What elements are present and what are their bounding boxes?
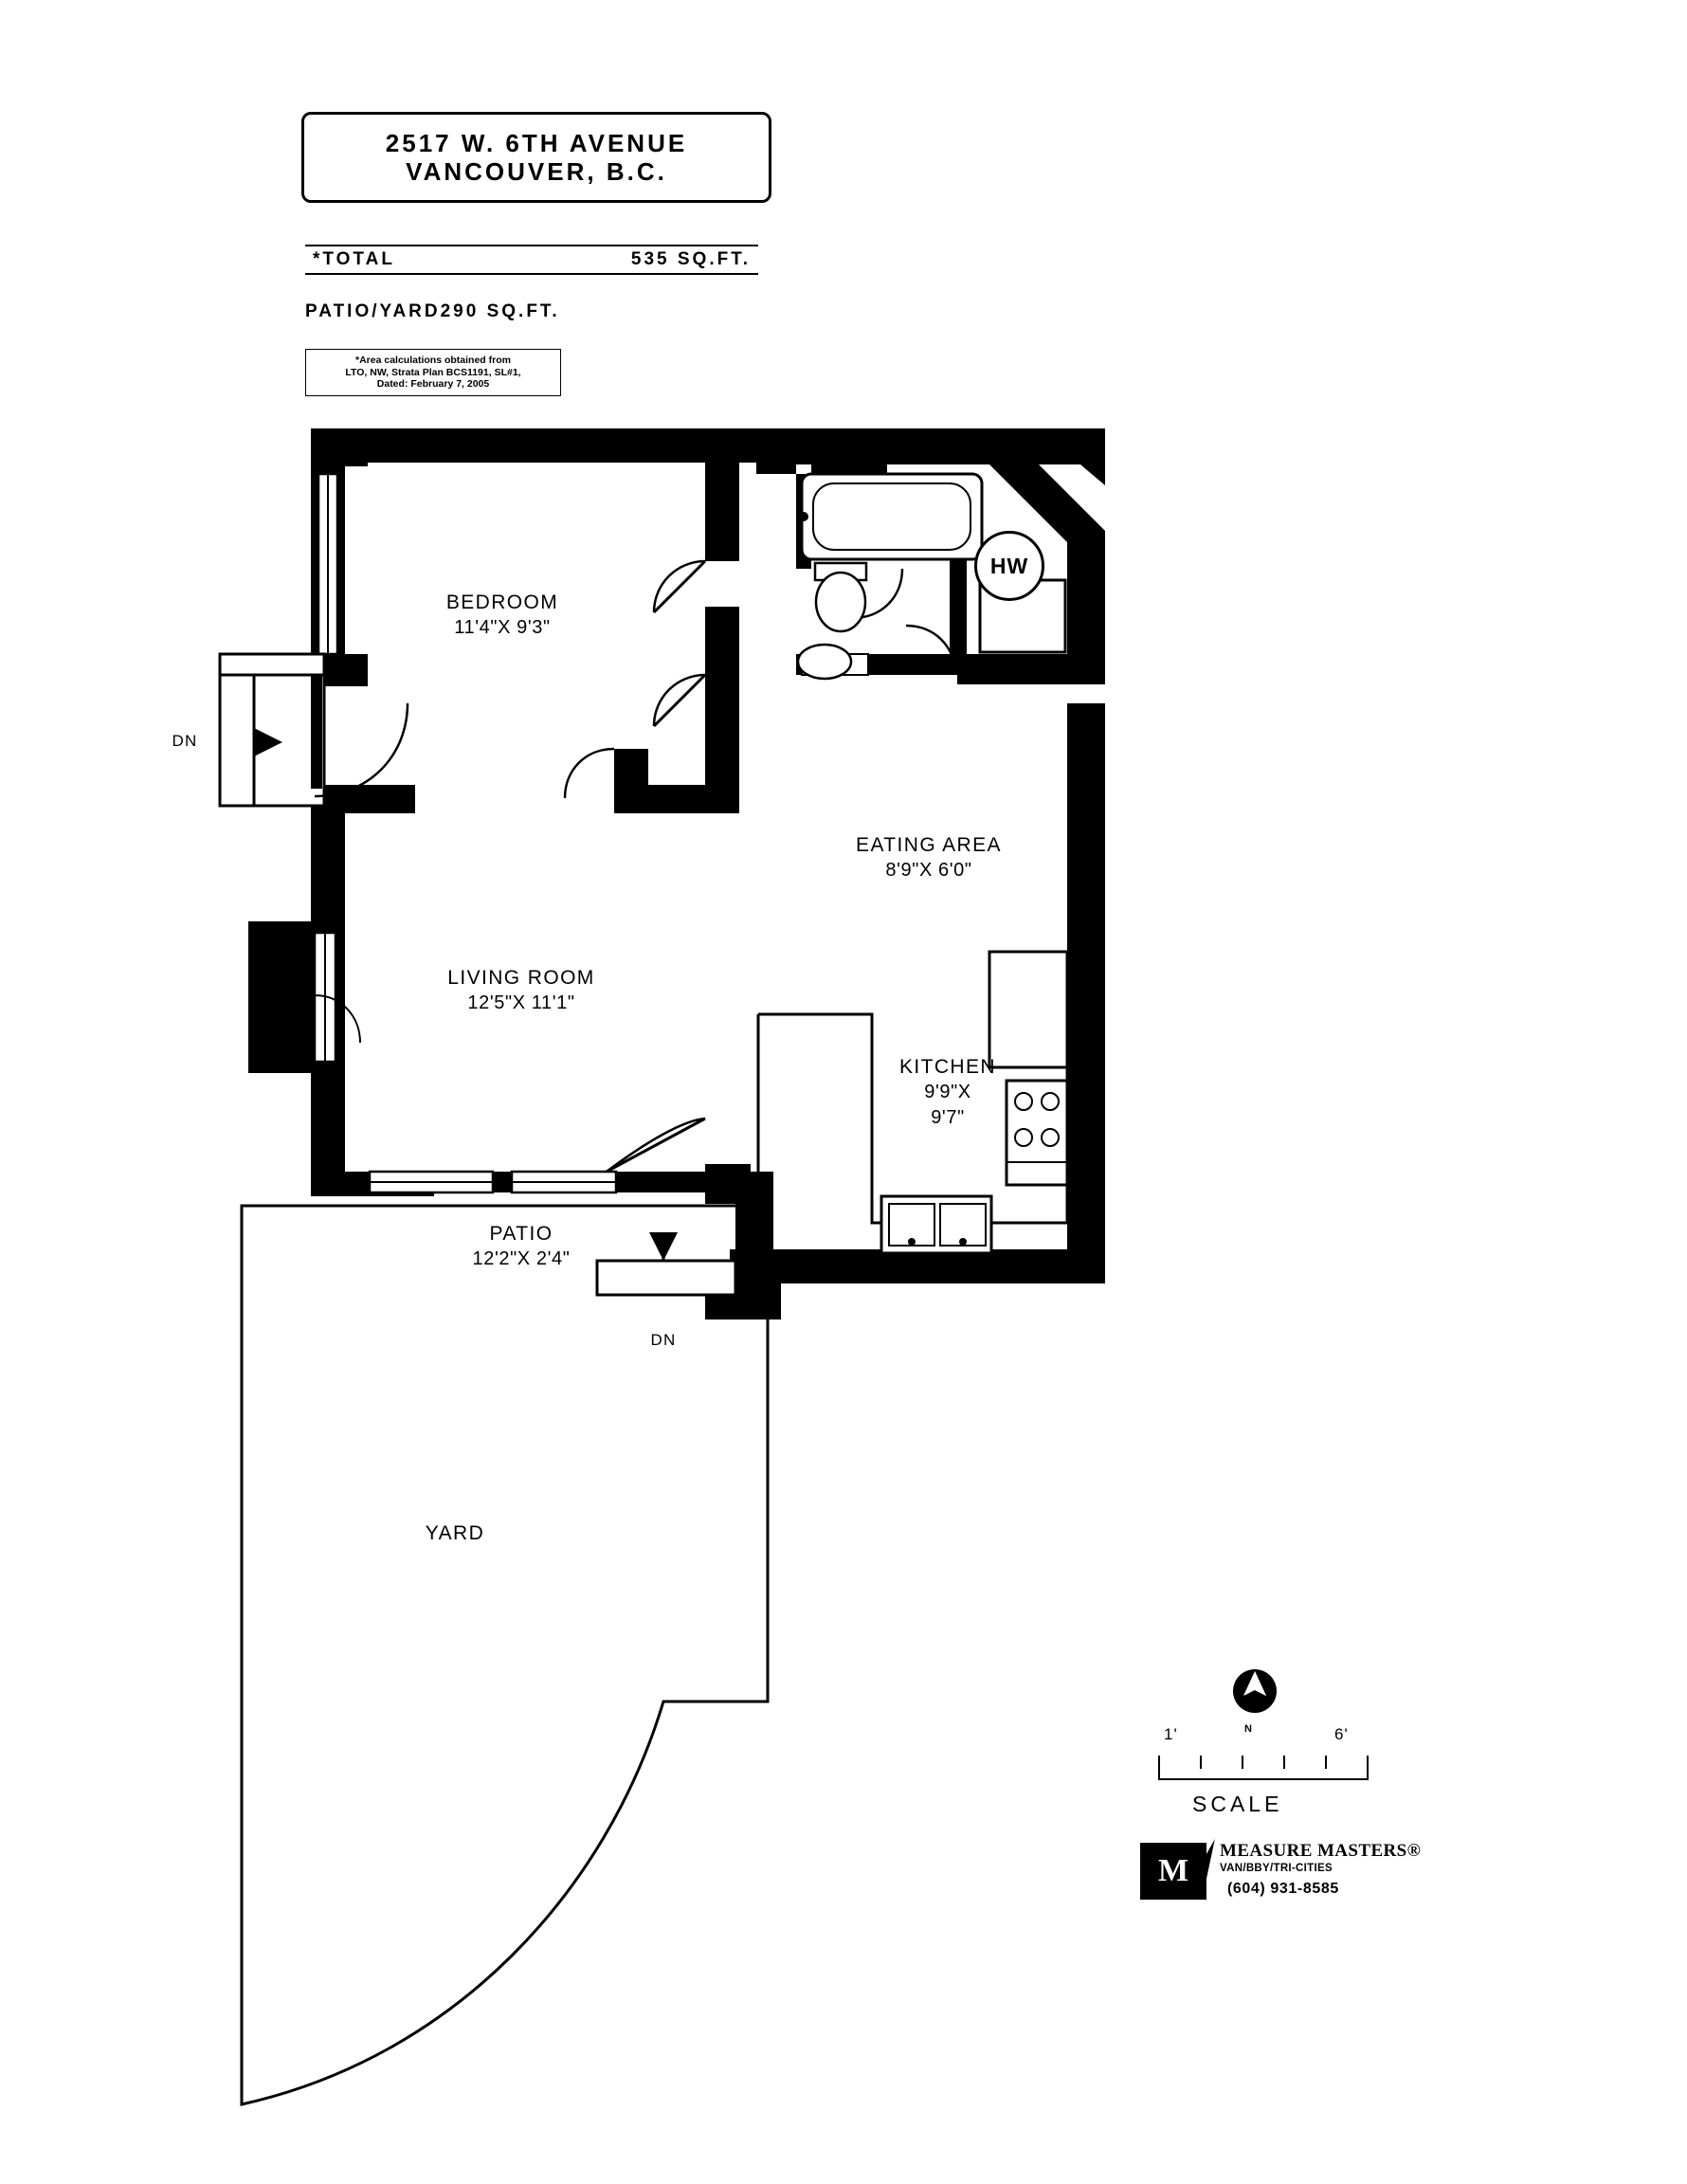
yard-name: YARD <box>425 1522 485 1544</box>
eating-name: EATING AREA <box>856 834 1002 856</box>
hot-water-tank-marker <box>974 531 1044 601</box>
total-area-value: 535 SQ.FT. <box>630 249 751 269</box>
living-dims: 12'5"X 11'1" <box>467 992 575 1013</box>
patio-name: PATIO <box>489 1223 553 1245</box>
address-line-1: 2517 W. 6TH AVENUE <box>385 129 688 157</box>
room-label-bedroom <box>360 590 644 641</box>
kitchen-dims-1: 9'9"X <box>924 1082 971 1102</box>
scale-caption: SCALE <box>1192 1792 1283 1816</box>
stair-marker-bottom <box>621 1327 706 1353</box>
patio-dims: 12'2"X 2'4" <box>472 1248 571 1269</box>
room-label-patio <box>379 1221 663 1272</box>
hw-label: HW <box>989 553 1029 578</box>
scale-tick-3 <box>1283 1756 1285 1769</box>
dn-left-label: DN <box>172 732 198 750</box>
scale-max-label: 6' <box>1334 1725 1349 1743</box>
room-label-eating-area <box>777 832 1080 883</box>
kitchen-name: KITCHEN <box>899 1056 996 1078</box>
bedroom-dims: 11'4"X 9'3" <box>454 617 551 638</box>
living-name: LIVING ROOM <box>447 967 595 989</box>
note-line-1: *Area calculations obtained from <box>355 355 511 367</box>
eating-dims: 8'9"X 6'0" <box>885 860 972 881</box>
logo-regions: VAN/BBY/TRI-CITIES <box>1220 1863 1333 1874</box>
address-line-2: VANCOUVER, B.C. <box>406 157 667 186</box>
bedroom-name: BEDROOM <box>445 592 559 613</box>
room-label-yard <box>360 1520 550 1546</box>
logo-mark-letter: M <box>1157 1853 1189 1888</box>
scale-tick-5 <box>1367 1756 1369 1769</box>
logo-drawn-date: DRAWN: AUG 2005 <box>1145 1892 1195 1898</box>
note-line-3: Dated: February 7, 2005 <box>376 378 490 391</box>
scale-tick-2 <box>1242 1756 1243 1769</box>
note-line-2: LTO, NW, Strata Plan BCS1191, SL#1, <box>345 366 521 378</box>
north-arrow-icon <box>1232 1665 1278 1717</box>
scale-tick-4 <box>1325 1756 1327 1769</box>
company-logo <box>1140 1839 1424 1905</box>
patio-area-label: PATIO/YARD <box>305 301 441 321</box>
patio-area-value: 290 SQ.FT. <box>440 301 560 321</box>
scale-tick-1 <box>1200 1756 1202 1769</box>
north-label: N <box>1244 1723 1252 1735</box>
total-area-label: *TOTAL <box>313 249 395 269</box>
stair-marker-left <box>142 728 227 754</box>
scale-min-label: 1' <box>1164 1725 1178 1743</box>
kitchen-dims-2: 9'7" <box>931 1107 965 1128</box>
logo-phone: (604) 931-8585 <box>1227 1881 1339 1897</box>
dn-bottom-label: DN <box>650 1331 677 1349</box>
scale-tick-0 <box>1158 1756 1160 1769</box>
room-label-kitchen <box>853 1054 1043 1131</box>
logo-company-name: MEASURE MASTERS® <box>1220 1841 1422 1861</box>
room-label-living-room <box>360 965 682 1016</box>
scale-bar <box>1158 1756 1369 1780</box>
